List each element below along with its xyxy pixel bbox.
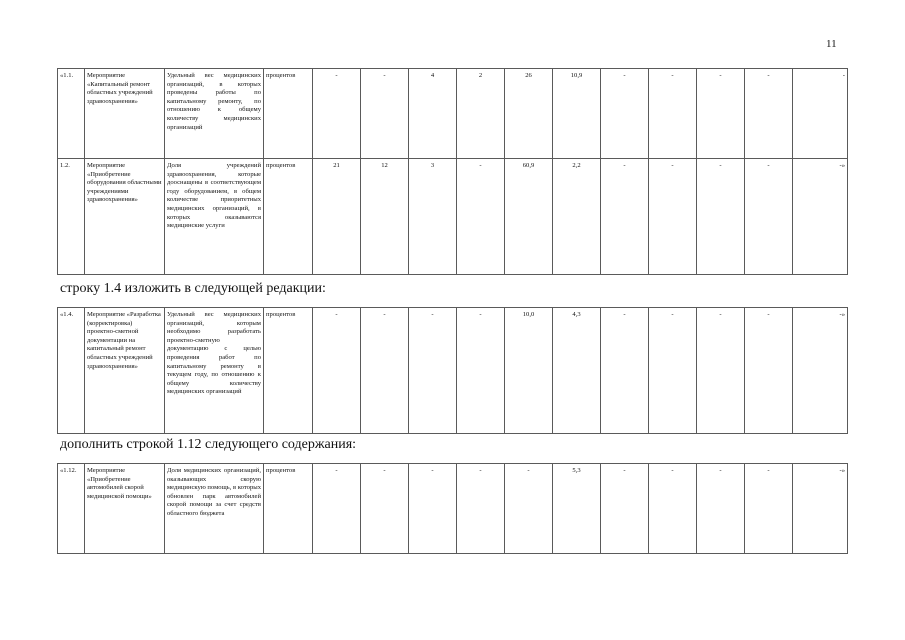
unit: процентов xyxy=(264,159,313,275)
value-cell: - xyxy=(601,69,649,159)
value-cell: - xyxy=(745,159,793,275)
indicator-table xyxy=(57,307,848,434)
value-cell: - xyxy=(745,308,793,434)
value-cell: 10,9 xyxy=(553,69,601,159)
row-number: 1.2. xyxy=(58,159,85,275)
value-cell: - xyxy=(409,464,457,554)
value-cell: 60,9 xyxy=(505,159,553,275)
value-cell: - xyxy=(649,159,697,275)
value-cell: - xyxy=(697,159,745,275)
value-cell: - xyxy=(313,69,361,159)
value-cell: 2,2 xyxy=(553,159,601,275)
activity-name: Мероприятие «Разработка (корректировка) проектно-сметной документации на капитальный ремонт областных учреждений здравоохранения» xyxy=(85,308,165,434)
value-cell-last: -» xyxy=(793,308,848,434)
value-cell: 5,3 xyxy=(553,464,601,554)
row-number: «1.4. xyxy=(58,308,85,434)
value-cell: - xyxy=(601,308,649,434)
value-cell: - xyxy=(649,69,697,159)
value-cell: - xyxy=(361,69,409,159)
row-number: «1.12. xyxy=(58,464,85,554)
unit: процентов xyxy=(264,308,313,434)
value-cell-last: -» xyxy=(793,159,848,275)
activity-name: Мероприятие «Приобретение оборудования областными учреждениями здравоохранения» xyxy=(85,159,165,275)
value-cell: 2 xyxy=(457,69,505,159)
indicator-name: Удельный вес медицинских организаций, которым необходимо разработать проектно-сметную документацию с целью проведения работ по капитальному ремонту в текущем году, по отношению к общему количеству медицинских организаций xyxy=(165,308,264,434)
value-cell: - xyxy=(361,308,409,434)
value-cell: - xyxy=(409,308,457,434)
value-cell: - xyxy=(697,308,745,434)
value-cell: - xyxy=(457,464,505,554)
value-cell: - xyxy=(601,464,649,554)
value-cell: - xyxy=(601,159,649,275)
value-cell: - xyxy=(745,69,793,159)
value-cell: 12 xyxy=(361,159,409,275)
value-cell-last: - xyxy=(793,69,848,159)
value-cell: - xyxy=(697,69,745,159)
indicator-name: Удельный вес медицинских организаций, в которых проведены работы по капитальному ремонту, по отношению к общему количеству медицинских организаций xyxy=(165,69,264,159)
value-cell: 3 xyxy=(409,159,457,275)
value-cell: 4 xyxy=(409,69,457,159)
table-row xyxy=(58,464,848,554)
value-cell: - xyxy=(457,159,505,275)
value-cell: - xyxy=(649,464,697,554)
value-cell: - xyxy=(505,464,553,554)
row-number: «1.1. xyxy=(58,69,85,159)
value-cell: - xyxy=(361,464,409,554)
unit: процентов xyxy=(264,464,313,554)
indicator-table xyxy=(57,68,848,275)
section-heading: строку 1.4 изложить в следующей редакции: xyxy=(60,281,326,296)
section-heading: дополнить строкой 1.12 следующего содержания: xyxy=(60,437,357,452)
activity-name: Мероприятие «Приобретение автомобилей скорой медицинской помощи» xyxy=(85,464,165,554)
indicator-table xyxy=(57,463,848,554)
table-row xyxy=(58,159,848,275)
value-cell: 26 xyxy=(505,69,553,159)
value-cell: 10,0 xyxy=(505,308,553,434)
table-row xyxy=(58,308,848,434)
value-cell-last: -» xyxy=(793,464,848,554)
value-cell: - xyxy=(697,464,745,554)
activity-name: Мероприятие «Капитальный ремонт областных учреждений здравоохранения» xyxy=(85,69,165,159)
unit: процентов xyxy=(264,69,313,159)
value-cell: - xyxy=(313,308,361,434)
value-cell: - xyxy=(745,464,793,554)
value-cell: - xyxy=(313,464,361,554)
indicator-name: Доля медицинских организаций, оказывающих скорую медицинскую помощь, в которых обновлен парк автомобилей скорой помощи за счет средств областного бюджета xyxy=(165,464,264,554)
value-cell: - xyxy=(457,308,505,434)
table-row xyxy=(58,69,848,159)
value-cell: 4,3 xyxy=(553,308,601,434)
indicator-name: Доля учреждений здравоохранения, которые дооснащены в соответствующем году оборудованием, в общем количестве приоритетных медицинских организаций, в которых оказываются медицинские услуги xyxy=(165,159,264,275)
value-cell: - xyxy=(649,308,697,434)
page-number: 11 xyxy=(826,38,837,50)
value-cell: 21 xyxy=(313,159,361,275)
